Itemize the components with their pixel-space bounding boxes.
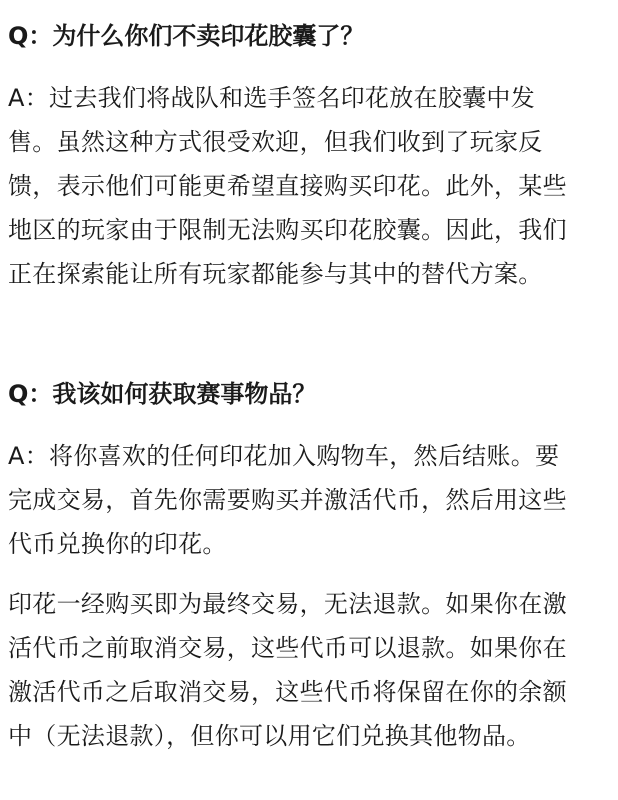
faq-refund-policy <box>8 582 567 758</box>
faq-refund-policy-line: 活代币之前取消交易，这些代币可以退款。如果你在 <box>8 634 567 662</box>
faq-question-2: Q：我该如何获取赛事物品？ <box>8 380 317 408</box>
faq-answer-1 <box>8 76 567 296</box>
faq-answer-1-line: 售。虽然这种方式很受欢迎，但我们收到了玩家反 <box>8 128 543 156</box>
faq-answer-2-line: A：将你喜欢的任何印花加入购物车，然后结账。要 <box>8 442 560 470</box>
faq-answer-1-line: 馈，表示他们可能更希望直接购买印花。此外，某些 <box>8 172 567 200</box>
faq-refund-policy-line: 印花一经购买即为最终交易，无法退款。如果你在激 <box>8 590 567 618</box>
faq-question-1: Q：为什么你们不卖印花胶囊了？ <box>8 22 365 50</box>
faq-answer-1-line: 地区的玩家由于限制无法购买印花胶囊。因此，我们 <box>8 216 567 244</box>
faq-answer-2 <box>8 434 567 566</box>
faq-answer-2-line: 代币兑换你的印花。 <box>8 530 227 558</box>
faq-answer-1-line: A：过去我们将战队和选手签名印花放在胶囊中发 <box>8 84 536 112</box>
faq-refund-policy-line: 激活代币之后取消交易，这些代币将保留在你的余额 <box>8 678 567 706</box>
faq-answer-1-line: 正在探索能让所有玩家都能参与其中的替代方案。 <box>8 260 543 288</box>
faq-answer-2-line: 完成交易，首先你需要购买并激活代币，然后用这些 <box>8 486 567 514</box>
faq-refund-policy-line: 中（无法退款），但你可以用它们兑换其他物品。 <box>8 722 531 750</box>
